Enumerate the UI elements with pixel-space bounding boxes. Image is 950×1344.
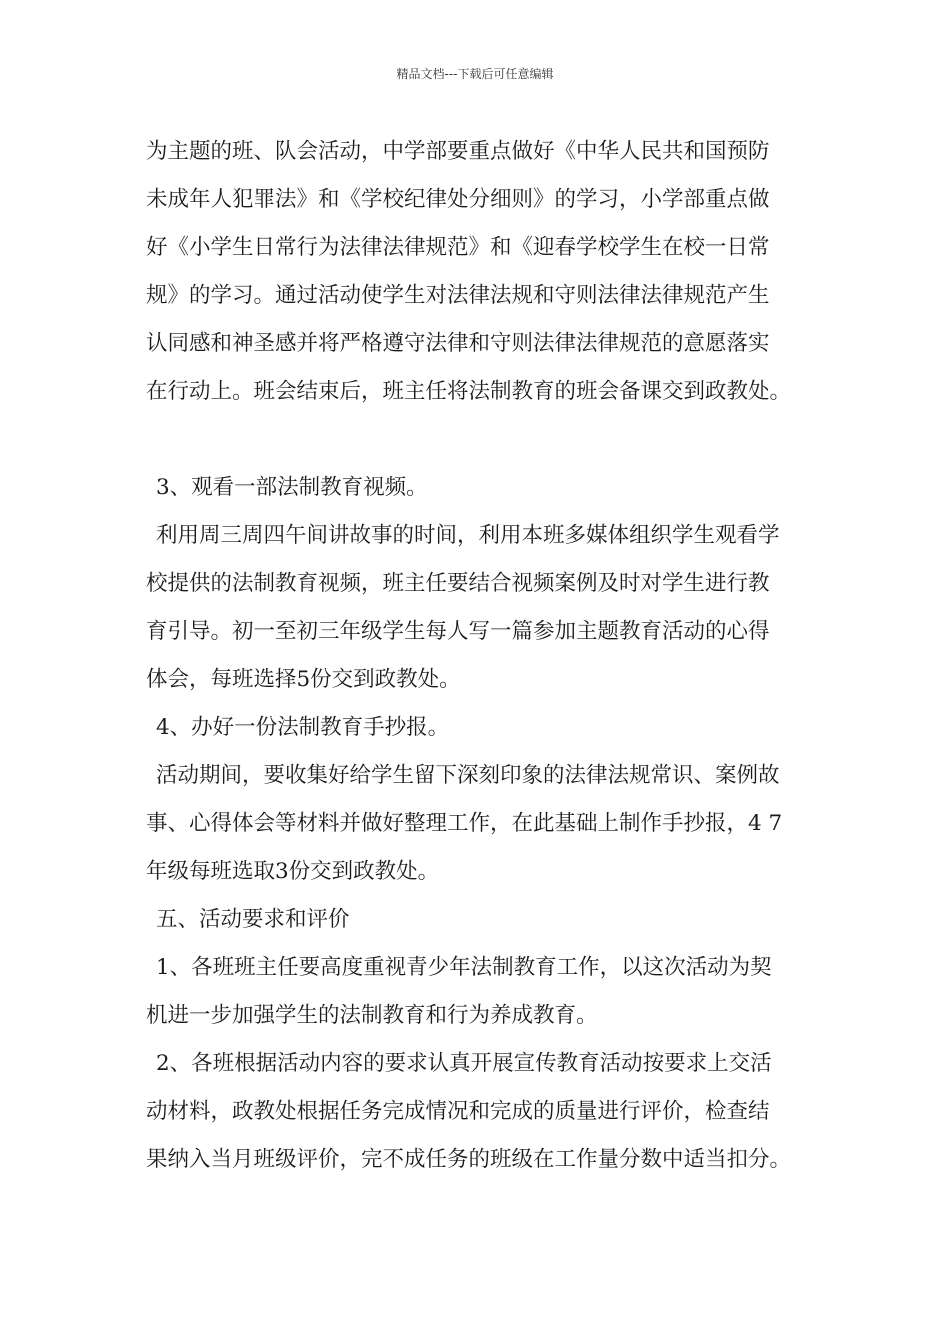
text-line: 认同感和神圣感并将严格遵守法律和守则法律法律规范的意愿落实 (146, 331, 770, 356)
text-line: 事、心得体会等材料并做好整理工作，在此基础上制作手抄报，4 7 (146, 811, 783, 836)
text-line: 果纳入当月班级评价，完不成任务的班级在工作量分数中适当扣分。 (146, 1147, 792, 1172)
document-body (146, 128, 826, 1184)
text-line: 体会，每班选择5份交到政教处。 (146, 667, 461, 692)
text-line: 机进一步加强学生的法制教育和行为养成教育。 (146, 1003, 598, 1028)
section-heading: 五、活动要求和评价 (156, 907, 350, 932)
page-header: 精品文档---下载后可任意编辑 (396, 67, 554, 81)
text-line: 校提供的法制教育视频，班主任要结合视频案例及时对学生进行教 (146, 571, 770, 596)
text-line: 利用周三周四午间讲故事的时间，利用本班多媒体组织学生观看学 (156, 523, 780, 548)
paragraph-gap (146, 416, 826, 464)
text-line: 未成年人犯罪法》和《学校纪律处分细则》的学习，小学部重点做 (146, 187, 770, 212)
text-line: 2、各班根据活动内容的要求认真开展宣传教育活动按要求上交活 (156, 1051, 772, 1076)
text-line: 活动期间，要收集好给学生留下深刻印象的法律法规常识、案例故 (156, 763, 780, 788)
text-line: 为主题的班、队会活动，中学部要重点做好《中华人民共和国预防 (146, 139, 770, 164)
text-line: 好《小学生日常行为法律法律规范》和《迎春学校学生在校一日常 (146, 235, 770, 260)
text-line: 规》的学习。通过活动使学生对法律法规和守则法律法律规范产生 (146, 283, 770, 308)
text-line: 年级每班选取3份交到政教处。 (146, 859, 440, 884)
section-heading: 3、观看一部法制教育视频。 (156, 475, 428, 500)
section-heading: 4、办好一份法制教育手抄报。 (156, 715, 450, 740)
text-line: 动材料，政教处根据任务完成情况和完成的质量进行评价，检查结 (146, 1099, 770, 1124)
text-line: 育引导。初一至初三年级学生每人写一篇参加主题教育活动的心得 (146, 619, 770, 644)
text-line: 1、各班班主任要高度重视青少年法制教育工作，以这次活动为契 (156, 955, 772, 980)
text-line: 在行动上。班会结束后，班主任将法制教育的班会备课交到政教处。 (146, 379, 792, 404)
